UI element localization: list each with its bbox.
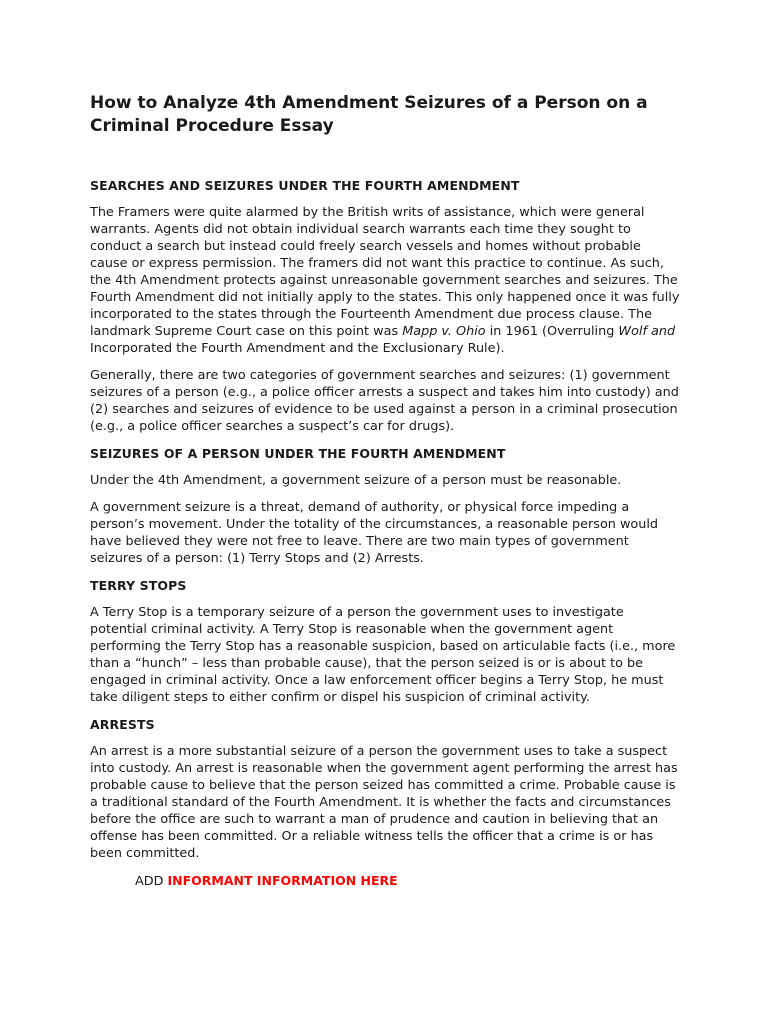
case-name-wolf: Wolf and	[618, 324, 676, 339]
add-note	[90, 872, 682, 890]
document-page	[90, 92, 682, 890]
paragraph-seizure-definition: A government seizure is a threat, demand of authority, or physical force impeding a person’s movement. Under the totality of the circumstances, a reasonable person would have believed they were not free to leave. There are two main types of government seizures of a person: (1) Terry Stops and (2) Arrests.	[90, 500, 659, 566]
paragraph-text: in 1961 (Overruling	[485, 324, 619, 339]
section-heading-seizures-person: SEIZURES OF A PERSON UNDER THE FOURTH AMENDMENT	[90, 446, 506, 461]
case-name-mapp: Mapp v. Ohio	[402, 324, 486, 339]
paragraph-terry-stop: A Terry Stop is a temporary seizure of a person the government uses to investigate potential criminal activity. A Terry Stop is reasonable when the government agent performing the Terry Stop has a reasonable suspicion, based on articulable facts (i.e., more than a “hunch” – less than probable cause), that the person seized is or is about to be engaged in criminal activity. Once a law enforcement officer begins a Terry Stop, he must take diligent steps to either confirm or dispel his suspicion of criminal activity.	[90, 605, 676, 705]
paragraph-reasonable: Under the 4th Amendment, a government seizure of a person must be reasonable.	[90, 473, 622, 488]
section-heading-arrests: ARRESTS	[90, 717, 155, 732]
section-heading-searches-seizures: SEARCHES AND SEIZURES UNDER THE FOURTH AMENDMENT	[90, 178, 520, 193]
add-note-highlight: INFORMANT INFORMATION HERE	[167, 873, 398, 888]
paragraph-arrest: An arrest is a more substantial seizure of a person the government uses to take a suspect into custody. An arrest is reasonable when the government agent performing the arrest has probable cause to believe that the person seized has committed a crime. Probable cause is a traditional standard of the Fourth Amendment. It is whether the facts and circumstances before the office are such to warrant a man of prudence and caution in believing that an offense has been committed. Or a reliable witness tells the officer that a crime is or has been committed.	[90, 744, 678, 861]
document-title: How to Analyze 4th Amendment Seizures of a Person on a Criminal Procedure Essay	[90, 93, 648, 136]
add-note-prefix: ADD	[135, 874, 168, 889]
paragraph-text: Incorporated the Fourth Amendment and the Exclusionary Rule).	[90, 341, 505, 356]
paragraph-text: The Framers were quite alarmed by the British writs of assistance, which were general warrants. Agents did not obtain individual search warrants each time they sought to conduct a search but instead could freely search vessels and homes without probable cause or express permission. The framers did not want this practice to continue. As such, the 4th Amendment protects against unreasonable government searches and seizures. The Fourth Amendment did not initially apply to the states. This only happened once it was fully incorporated to the states through the Fourteenth Amendment due process clause. The landmark Supreme Court case on this point was	[90, 205, 680, 339]
section-heading-terry-stops: TERRY STOPS	[90, 578, 187, 593]
paragraph-framers	[90, 204, 682, 357]
paragraph-categories: Generally, there are two categories of government searches and seizures: (1) government seizures of a person (e.g., a police officer arrests a suspect and takes him into custody) and (2) searches and seizures of evidence to be used against a person in a criminal prosecution (e.g., a police officer searches a suspect’s car for drugs).	[90, 368, 679, 434]
